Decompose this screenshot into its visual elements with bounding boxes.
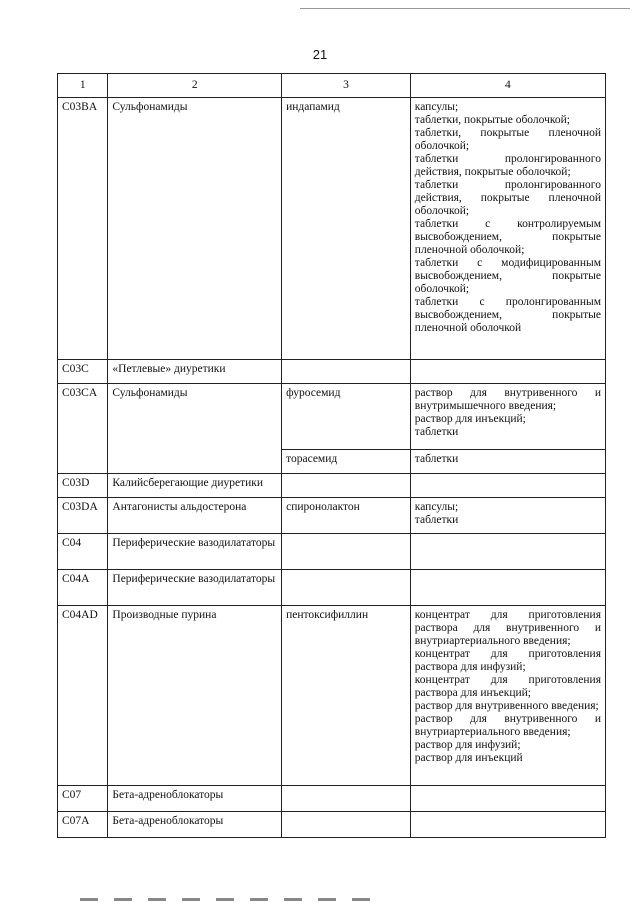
dosage-form-item: таблетки	[414, 453, 459, 465]
dosage-form-item: капсулы;	[414, 501, 459, 513]
header-col-2: 2	[108, 74, 282, 98]
atc-code: C03DA	[58, 498, 108, 534]
dosage-forms	[410, 786, 605, 812]
dosage-form-item: концентрат для приготовления раствора для инъекций;	[414, 674, 601, 699]
drug-name	[282, 534, 411, 570]
dosage-forms	[410, 474, 605, 498]
drug-name	[282, 360, 411, 384]
dosage-forms	[410, 98, 605, 360]
dosage-form-item: раствор для инфузий;	[414, 739, 521, 751]
page-number: 21	[312, 47, 328, 62]
table-row	[58, 570, 606, 606]
dosage-form-item: таблетки, покрытые оболочкой;	[414, 114, 570, 126]
group-name: «Петлевые» диуретики	[108, 360, 282, 384]
group-name: Калийсберегающие диуретики	[108, 474, 282, 498]
atc-code: C07A	[58, 812, 108, 838]
dosage-form-item: таблетки с контролируемым высвобождением, покрытые пленочной оболочкой;	[414, 218, 601, 256]
drug-name: торасемид	[282, 450, 411, 474]
drug-name: спиронолактон	[282, 498, 411, 534]
atc-code: C04	[58, 534, 108, 570]
drug-name: пентоксифиллин	[282, 606, 411, 786]
header-col-4: 4	[410, 74, 605, 98]
table-body	[58, 98, 606, 838]
drug-name: индапамид	[282, 98, 411, 360]
header-col-1: 1	[58, 74, 108, 98]
table-row	[58, 360, 606, 384]
group-name: Сульфонамиды	[108, 98, 282, 360]
dosage-forms	[410, 450, 605, 474]
drug-name	[282, 786, 411, 812]
dosage-forms	[410, 570, 605, 606]
dosage-form-item: таблетки, покрытые пленочной оболочкой;	[414, 127, 601, 152]
table-row	[58, 98, 606, 360]
atc-code: C07	[58, 786, 108, 812]
dosage-form-item: концентрат для приготовления раствора для внутривенного и внутриартериального введения;	[414, 609, 601, 647]
dosage-form-item: раствор для внутривенного и внутриартериального введения;	[414, 713, 601, 738]
dosage-forms	[410, 498, 605, 534]
drug-name	[282, 812, 411, 838]
drug-table	[57, 73, 606, 838]
group-name: Бета-адреноблокаторы	[108, 812, 282, 838]
group-name: Сульфонамиды	[108, 384, 282, 474]
group-name: Периферические вазодилататоры	[108, 570, 282, 606]
table-row	[58, 606, 606, 786]
dosage-form-item: концентрат для приготовления раствора для инфузий;	[414, 648, 601, 673]
drug-name	[282, 474, 411, 498]
dosage-form-item: раствор для инъекций	[414, 752, 523, 764]
atc-code: C03CA	[58, 384, 108, 474]
dosage-form-item: таблетки	[414, 514, 459, 526]
dosage-form-item: раствор для внутривенного и внутримышечного введения;	[414, 387, 601, 412]
dosage-form-item: раствор для инъекций;	[414, 413, 526, 425]
table-row	[58, 812, 606, 838]
dosage-form-item: раствор для внутривенного введения;	[414, 700, 599, 712]
table-header-row	[58, 74, 606, 98]
group-name: Антагонисты альдостерона	[108, 498, 282, 534]
atc-code: C03BA	[58, 98, 108, 360]
dosage-forms	[410, 360, 605, 384]
table-row	[58, 534, 606, 570]
dosage-forms	[410, 812, 605, 838]
scan-artifact-line	[300, 8, 630, 9]
drug-name	[282, 570, 411, 606]
dosage-form-item: капсулы;	[414, 101, 459, 113]
dosage-forms	[410, 384, 605, 450]
table-row	[58, 474, 606, 498]
atc-code: C04A	[58, 570, 108, 606]
group-name: Бета-адреноблокаторы	[108, 786, 282, 812]
group-name: Производные пурина	[108, 606, 282, 786]
dosage-form-item: таблетки пролонгированного действия, покрытые оболочкой;	[414, 153, 601, 178]
drug-name: фуросемид	[282, 384, 411, 450]
dosage-form-item: таблетки с пролонгированным высвобождением, покрытые пленочной оболочкой	[414, 296, 601, 334]
atc-code: C03D	[58, 474, 108, 498]
table-row	[58, 384, 606, 450]
dosage-form-item: таблетки пролонгированного действия, покрытые пленочной оболочкой;	[414, 179, 601, 217]
header-col-3: 3	[282, 74, 411, 98]
dosage-forms	[410, 606, 605, 786]
atc-code: C03C	[58, 360, 108, 384]
table-row	[58, 498, 606, 534]
scan-artifact-dots	[80, 898, 370, 901]
dosage-form-item: таблетки с модифицированным высвобождением, покрытые оболочкой;	[414, 257, 601, 295]
dosage-form-item: таблетки	[414, 426, 459, 438]
atc-code: C04AD	[58, 606, 108, 786]
dosage-forms	[410, 534, 605, 570]
table-row	[58, 786, 606, 812]
group-name: Периферические вазодилататоры	[108, 534, 282, 570]
